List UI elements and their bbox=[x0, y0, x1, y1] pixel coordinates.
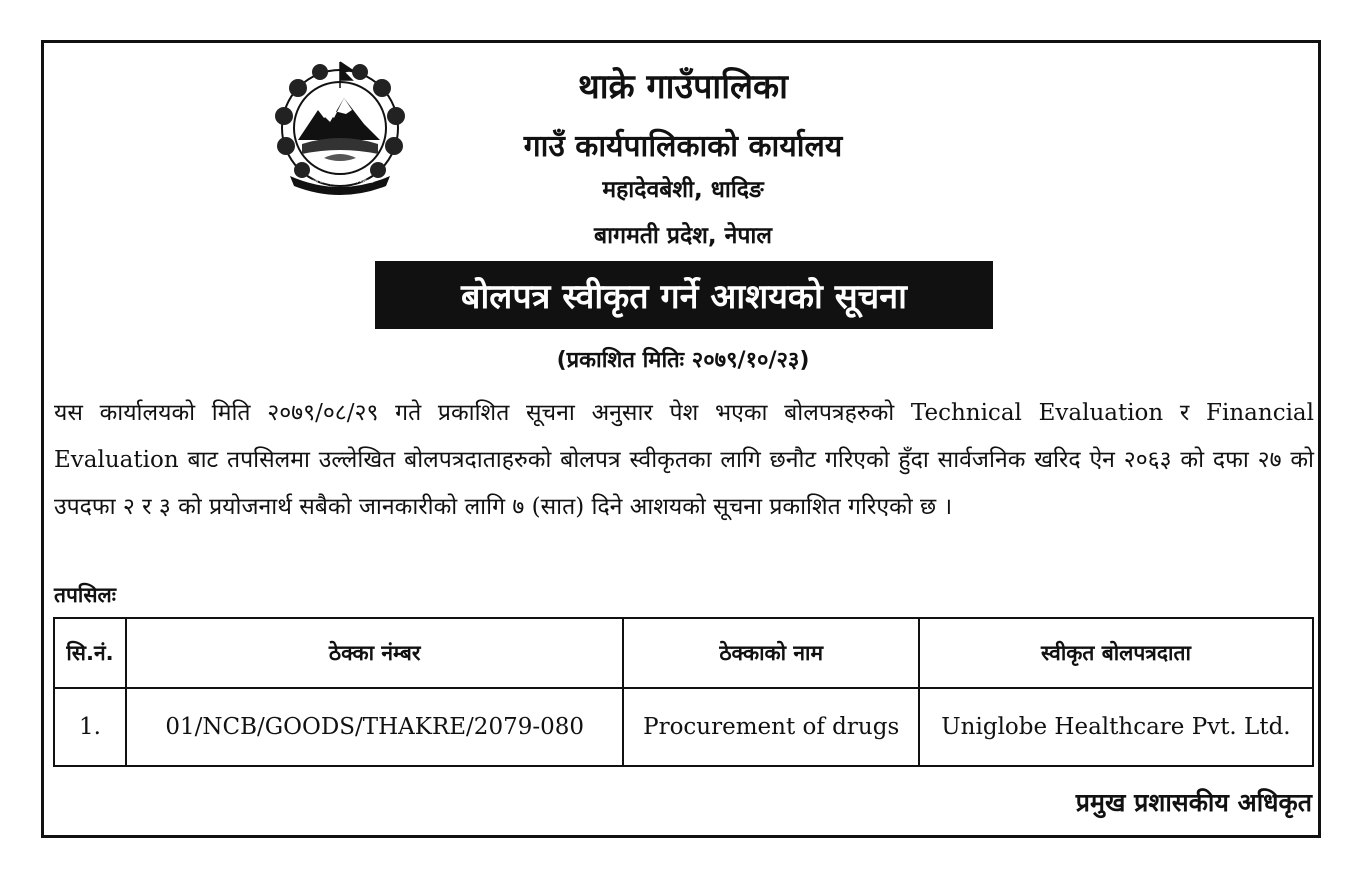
cell-contract-name: Procurement of drugs bbox=[623, 688, 918, 766]
cell-contract-number: 01/NCB/GOODS/THAKRE/2079-080 bbox=[126, 688, 624, 766]
cell-serial: 1. bbox=[54, 688, 126, 766]
notice-title: बोलपत्र स्वीकृत गर्ने आशयको सूचना bbox=[375, 261, 993, 329]
col-contract-number-header: ठेक्का नंम्बर bbox=[126, 618, 624, 688]
published-date: (प्रकाशित मितिः २०७९/१०/२३) bbox=[556, 348, 810, 373]
emblem-motto: जननी जन्मभूमिश्च स्वर्गादपि गरीयसी bbox=[307, 179, 374, 185]
municipality-name: थाक्रे गाउँपालिका bbox=[578, 67, 788, 107]
award-table bbox=[53, 617, 1314, 767]
signatory-title: प्रमुख प्रशासकीय अधिकृत bbox=[1075, 788, 1312, 817]
table-header-row bbox=[54, 618, 1313, 688]
col-bidder-header: स्वीकृत बोलपत्रदाता bbox=[919, 618, 1313, 688]
office-location: महादेवबेशी, धादिङ bbox=[602, 177, 764, 203]
office-province: बागमती प्रदेश, नेपाल bbox=[594, 223, 772, 249]
col-serial-header: सि.नं. bbox=[54, 618, 126, 688]
table-row bbox=[54, 688, 1313, 766]
details-label: तपसिलः bbox=[54, 583, 117, 607]
office-name: गाउँ कार्यपालिकाको कार्यालय bbox=[523, 129, 843, 164]
col-contract-name-header: ठेक्काको नाम bbox=[623, 618, 918, 688]
notice-body: यस कार्यालयको मिति २०७९/०८/२९ गते प्रकाशित सूचना अनुसार पेश भएका बोलपत्रहरुको Technical Evaluation र Financial Evaluation बाट तपसिलमा उल्लेखित बोलपत्रदाताहरुको बोलपत्र स्वीकृतका लागि छनौट गरिएको हुँदा सार्वजनिक खरिद ऐन २०६३ को दफा २७ को उपदफा २ र ३ को प्रयोजनार्थ सबैको जानकारीको लागि ७ (सात) दिने आशयको सूचना प्रकाशित गरिएको छ । bbox=[54, 400, 1314, 520]
cell-bidder: Uniglobe Healthcare Pvt. Ltd. bbox=[919, 688, 1313, 766]
